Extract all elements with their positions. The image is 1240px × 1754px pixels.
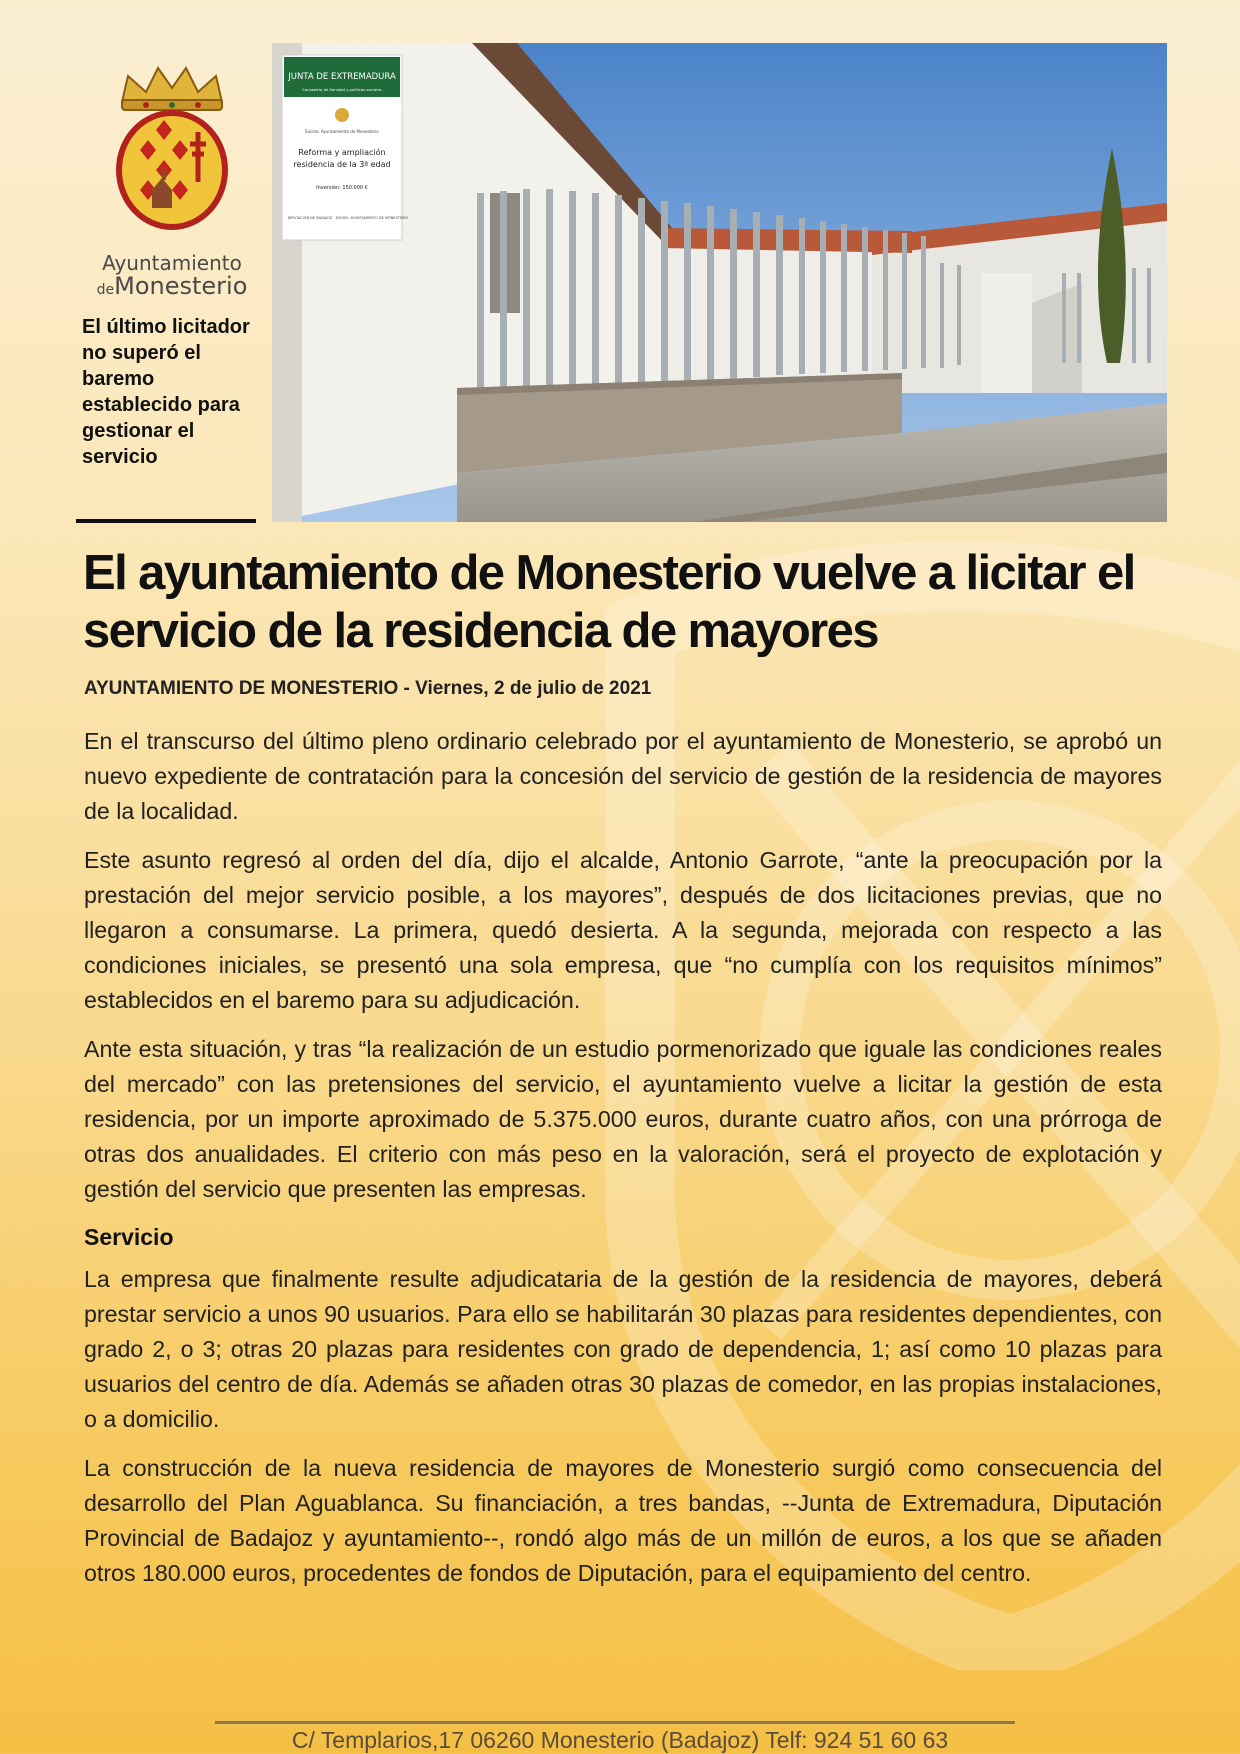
sign-header: JUNTA DE EXTREMADURA — [288, 72, 396, 82]
footer-divider — [215, 1721, 1015, 1724]
article-body — [84, 724, 1162, 1604]
article-byline: AYUNTAMIENTO DE MONESTERIO - Viernes, 2 de julio de 2021 — [84, 678, 652, 699]
sign-title-1: Reforma y ampliación — [298, 148, 386, 157]
municipal-logo — [82, 62, 262, 302]
article-paragraph: La empresa que finalmente resulte adjudicataria de la gestión de la residencia de mayores, deberá prestar servicio a unos 90 usuarios. Para ello se habilitarán 30 plazas para residentes dependientes, con grado 2, o 3; otras 20 plazas para residentes con grado de dependencia, 1; así como 10 plazas para usuarios del centro de día. Además se añaden otras 30 plazas de comedor, en las propias instalaciones, o a domicilio. — [84, 1265, 1162, 1433]
article-paragraph: Este asunto regresó al orden del día, dijo el alcalde, Antonio Garrote, “ante la preocupación por la prestación del mejor servicio posible, a los mayores”, después de dos licitaciones previas, que no llegaron a consumarse. La primera, quedó desierta. A la segunda, mejorada con respecto a las condiciones iniciales, se presentó una sola empresa, que “no cumplía con los requisitos mínimos” establecidos en el baremo para su adjudicación. — [84, 846, 1162, 1014]
article-headline: El ayuntamiento de Monesterio vuelve a licitar el servicio de la residencia de mayores — [83, 546, 1135, 658]
sidebar-divider — [76, 519, 256, 523]
logo-text-town: Monesterio — [114, 272, 248, 300]
sign-footer-right: EXCMO. AYUNTAMIENTO DE MONESTERIO — [335, 216, 409, 220]
article-paragraph: Ante esta situación, y tras “la realización de un estudio pormenorizado que iguale las condiciones reales del mercado” con las pretensiones del servicio, el ayuntamiento vuelve a licitar la gestión de esta residencia, por un importe aproximado de 5.375.000 euros, durante cuatro años, con una prórroga de otras dos anualidades. El criterio con más peso en la valoración, será el proyecto de explotación y gestión del servicio que presenten las empresas. — [84, 1035, 1162, 1203]
sign-footer-left: DIPUTACIÓN DE BADAJOZ — [287, 216, 333, 220]
sign-amount: Inversión: 150.000 € — [316, 185, 368, 191]
sidebar-lead-text: El último licitador no superó el baremo establecido para gestionar el servicio — [82, 316, 250, 468]
sign-subheader: Consejería de Sanidad y políticas sociales — [302, 87, 382, 92]
logo-text-de: de — [96, 282, 115, 298]
article-paragraph: En el transcurso del último pleno ordinario celebrado por el ayuntamiento de Monesterio, se aprobó un nuevo expediente de contratación para la concesión del servicio de gestión de la residencia de mayores de la localidad. — [84, 728, 1162, 825]
sign-entity: Excmo. Ayuntamiento de Monesterio — [305, 129, 379, 134]
logo-text-line2 — [82, 274, 262, 302]
coat-of-arms-icon — [106, 62, 238, 248]
residence-photo — [272, 43, 1167, 522]
footer-address: C/ Templarios,17 06260 Monesterio (Badajoz) Telf: 924 51 60 63 — [291, 1727, 949, 1753]
article-subheading: Servicio — [84, 1223, 174, 1250]
logo-text-line1: Ayuntamiento — [102, 251, 242, 275]
sign-title-2: residencia de la 3ª edad — [293, 160, 391, 169]
article-paragraph: La construcción de la nueva residencia de mayores de Monesterio surgió como consecuencia del desarrollo del Plan Aguablanca. Su financiación, a tres bandas, --Junta de Extremadura, Diputación Provincial de Badajoz y ayuntamiento--, rondó algo más de un millón de euros, a los que se añaden otros 180.000 euros, procedentes de fondos de Diputación, para el equipamiento del centro. — [84, 1454, 1162, 1587]
